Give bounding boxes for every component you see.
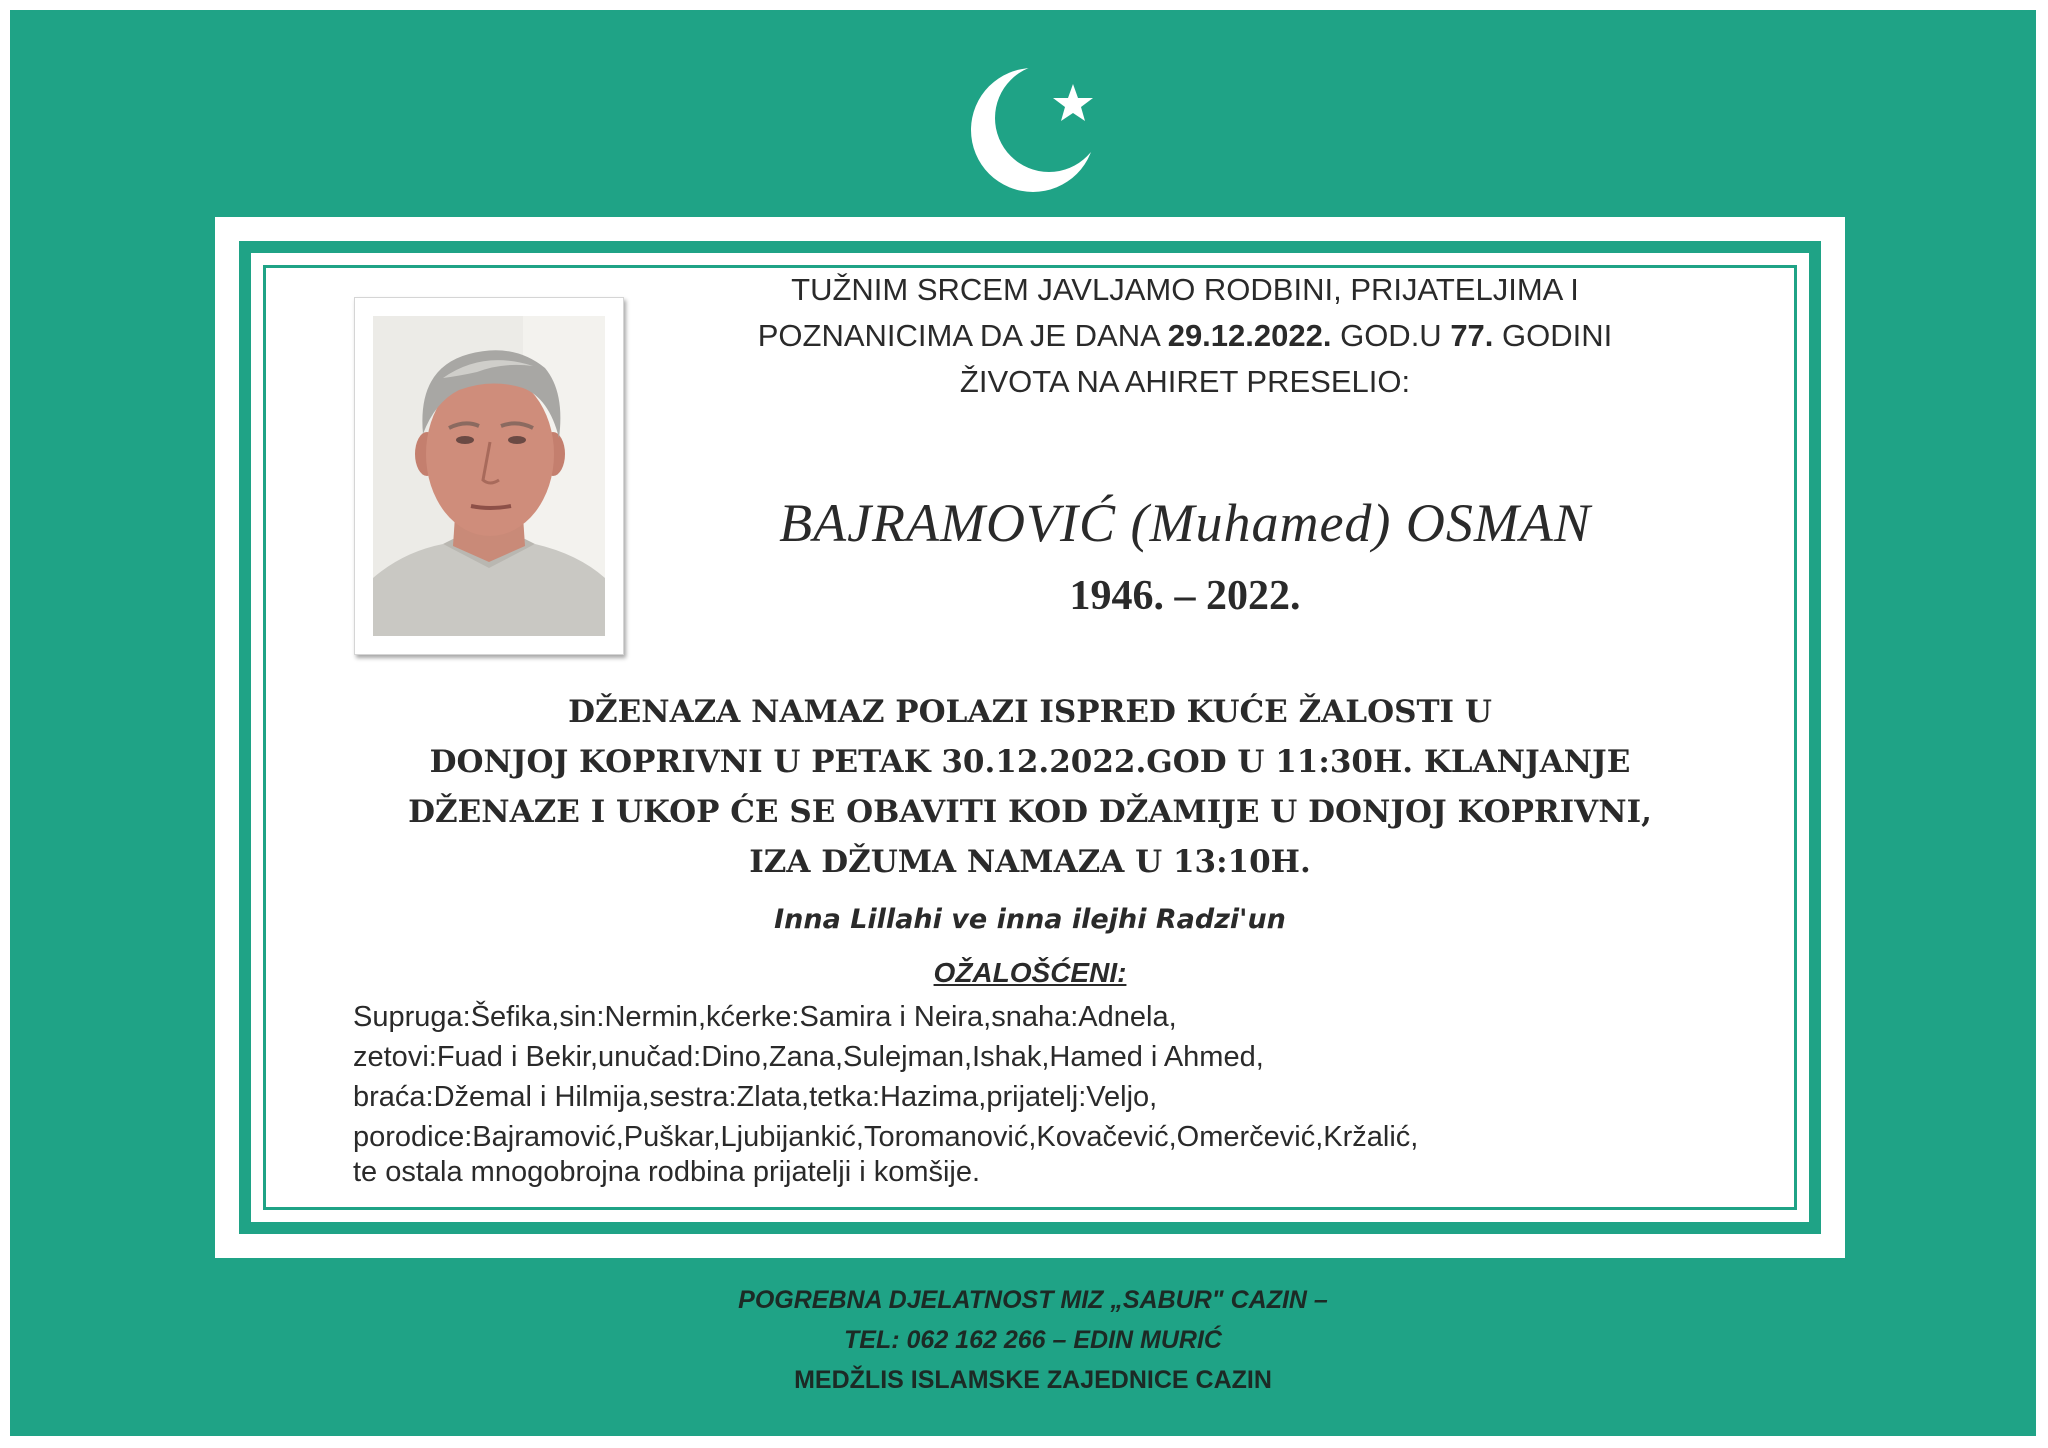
funeral-line-1: DŽENAZA NAMAZ POLAZI ISPRED KUĆE ŽALOSTI U [568,694,1492,730]
mourners-list [353,997,1773,1187]
intro-line-2-mid: GOD.U [1331,318,1451,353]
funeral-line-3: DŽENAZE I UKOP ĆE SE OBAVITI KOD DŽAMIJE U DONJOJ KOPRIVNI, [408,794,1652,830]
announcement-intro [655,267,1715,405]
portrait-frame [354,297,624,655]
funeral-service-footer [20,1280,2046,1400]
intro-line-2-start: POZNANICIMA DA JE DANA [757,318,1168,353]
life-years: 1946. – 2022. [1069,573,1301,619]
footer-line-2: TEL: 062 162 266 – EDIN MURIĆ [844,1326,1222,1354]
mourners-line: porodice:Bajramović,Puškar,Ljubijankić,Toromanović,Kovačević,Omerčević,Kržalić, [353,1121,1419,1153]
death-date: 29.12.2022. [1167,318,1332,353]
mourners-line: braća:Džemal i Hilmija,sestra:Zlata,tetka:Hazima,prijatelj:Veljo, [353,1081,1158,1113]
funeral-line-4: IZA DŽUMA NAMAZA U 13:10H. [749,844,1311,880]
footer-line-3: MEDŽLIS ISLAMSKE ZAJEDNICE CAZIN [794,1366,1272,1394]
footer-line-1: POGREBNA DJELATNOST MIZ „SABUR" CAZIN – [738,1286,1328,1314]
intro-line-3: ŽIVOTA NA AHIRET PRESELIO: [959,364,1411,399]
portrait-photo [373,316,605,636]
mourners-line: zetovi:Fuad i Bekir,unučad:Dino,Zana,Sulejman,Ishak,Hamed i Ahmed, [353,1041,1264,1073]
intro-line-1: TUŽNIM SRCEM JAVLJAMO RODBINI, PRIJATELJIMA I [791,272,1579,307]
funeral-line-2: DONJOJ KOPRIVNI U PETAK 30.12.2022.GOD U 11:30H. KLANJANJE [429,744,1631,780]
mourners-title: OŽALOŠĆENI: [933,957,1127,988]
green-background [10,10,2036,1436]
prayer-text: Inna Lillahi ve inna ilejhi Radzi'un [774,904,1286,935]
obituary-panel [215,217,1845,1258]
intro-line-2-end: GODINI [1493,318,1613,353]
mourners-line: te ostala mnogobrojna rodbina prijatelji i komšije. [353,1156,981,1188]
intro-line-2 [655,313,1715,359]
deceased-name: BAJRAMOVIĆ (Muhamed) OSMAN [779,493,1591,553]
age: 77. [1450,318,1494,353]
crescent-star-icon [965,60,1105,200]
mourners-line: Supruga:Šefika,sin:Nermin,kćerke:Samira i Neira,snaha:Adnela, [353,1001,1177,1033]
funeral-details [295,687,1765,887]
